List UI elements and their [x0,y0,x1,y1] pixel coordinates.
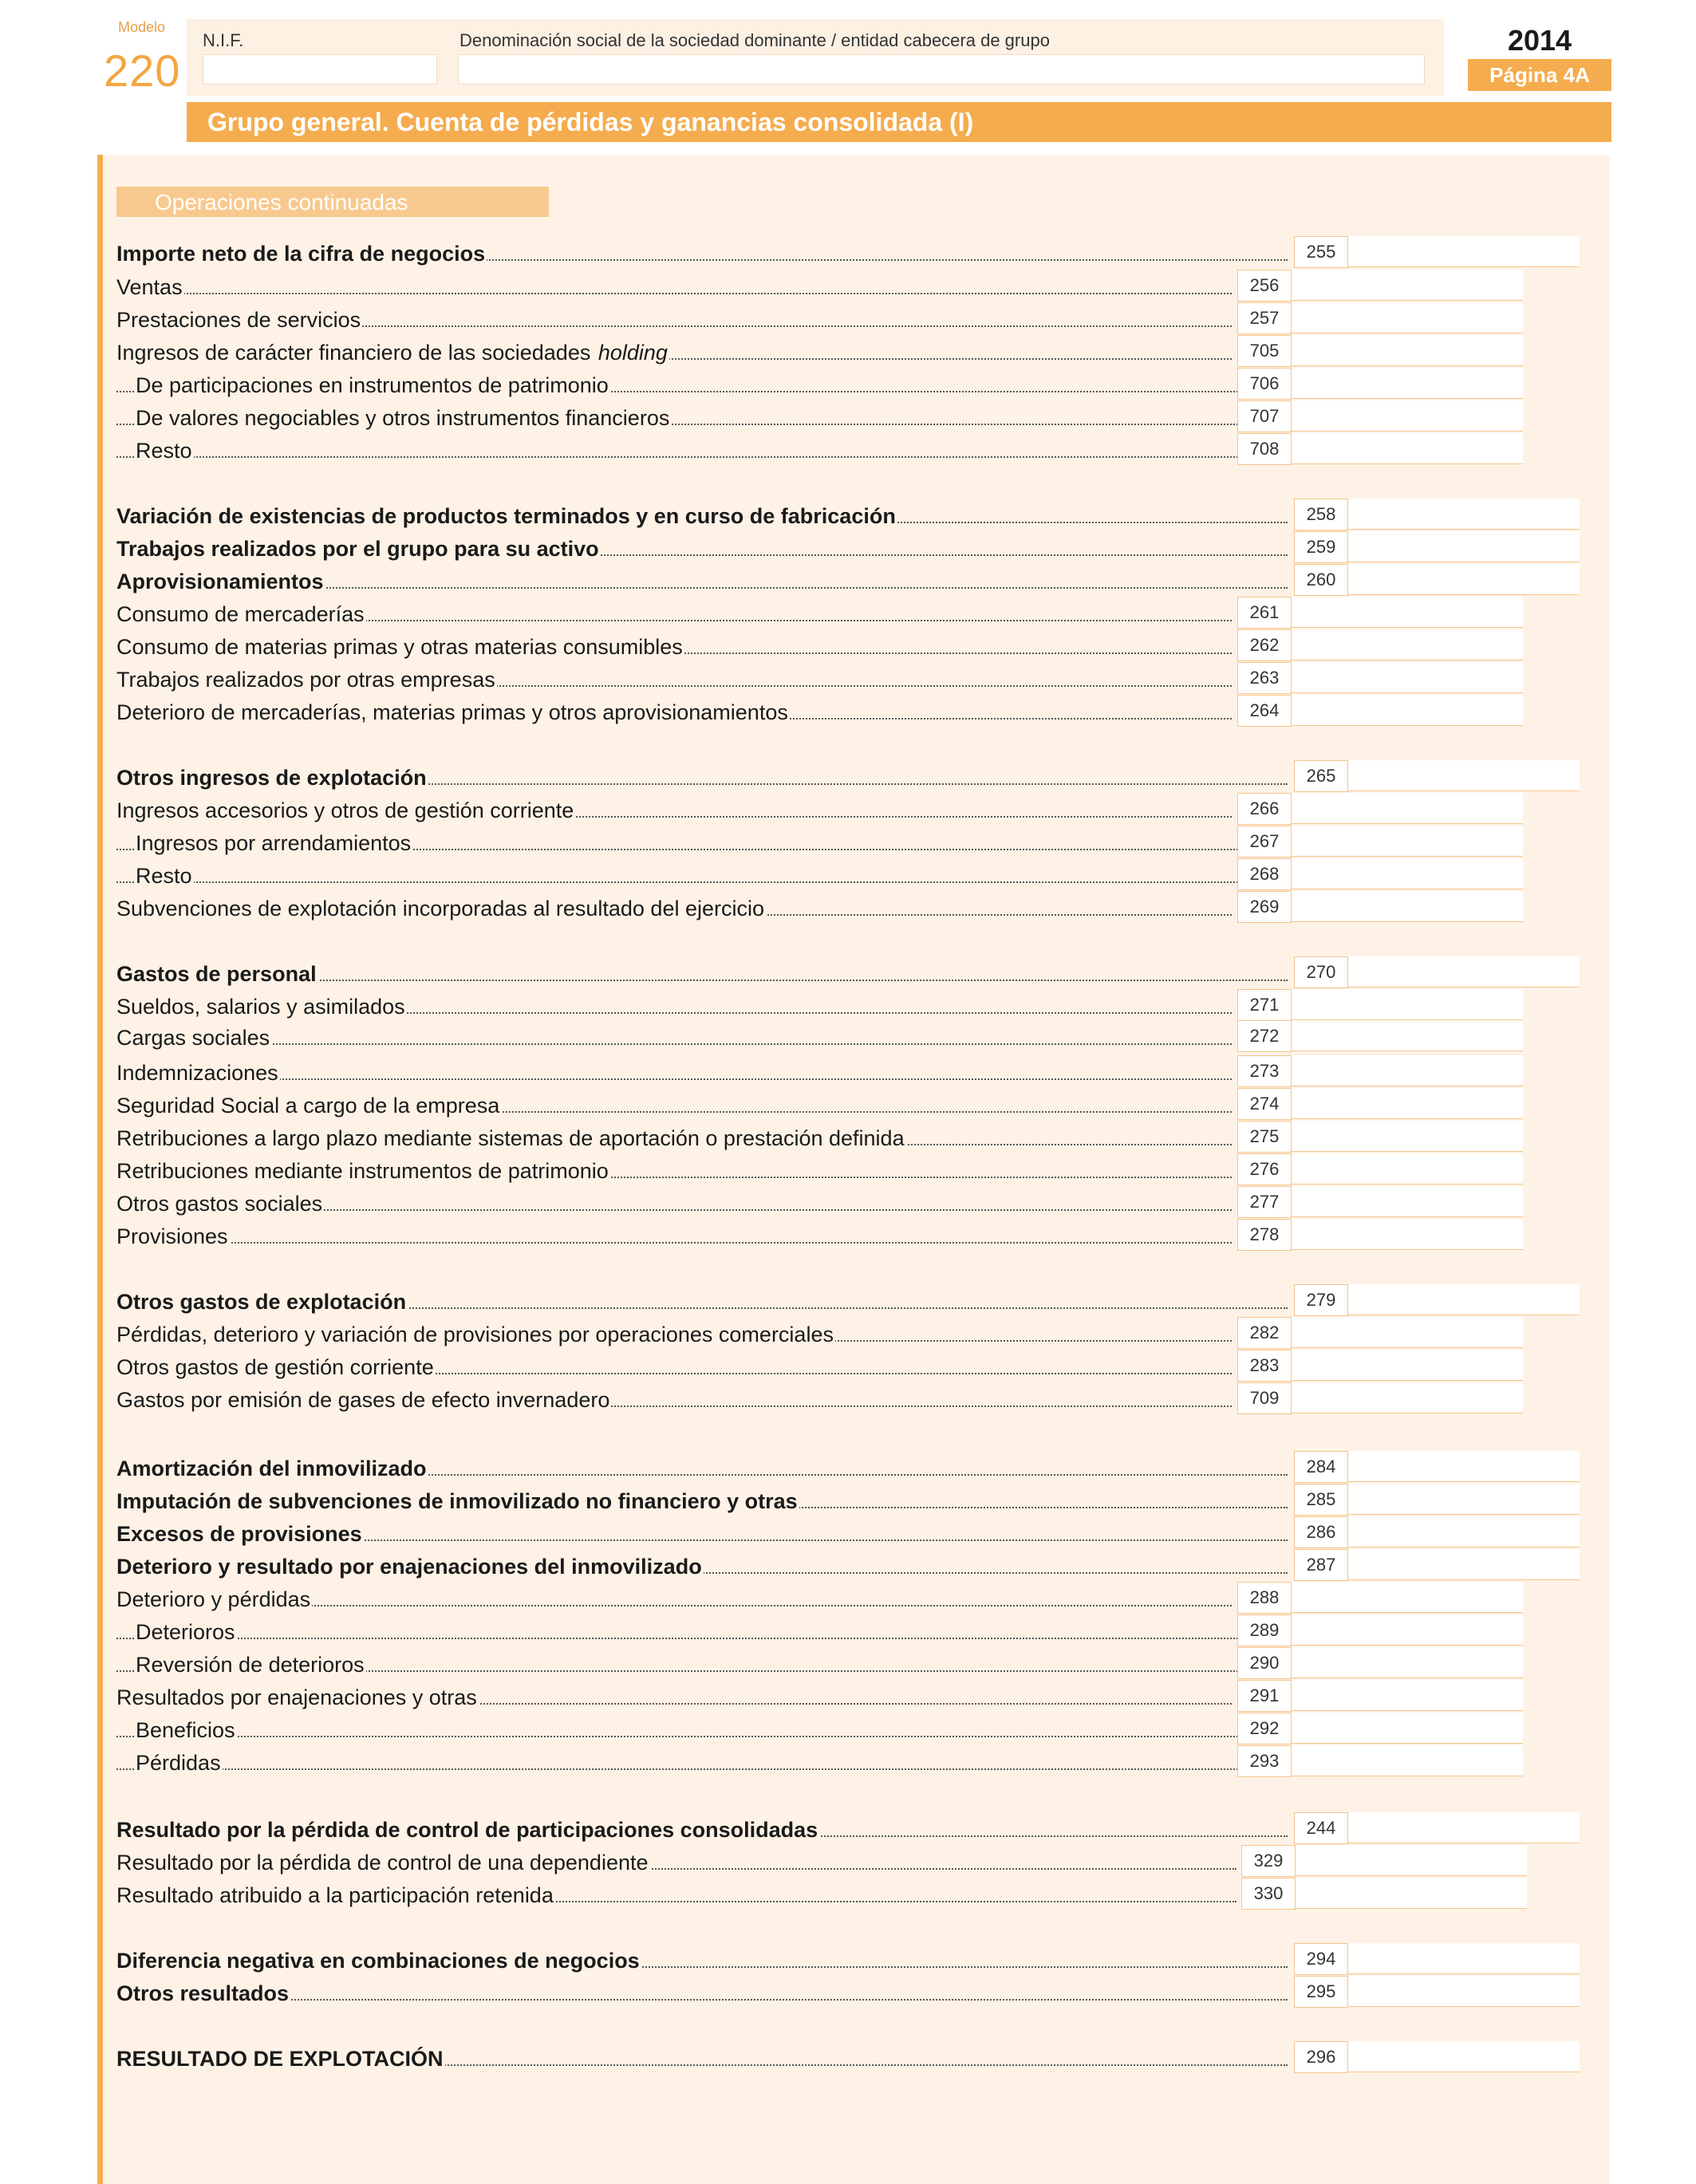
amount-field[interactable] [1296,1845,1527,1876]
row-label: Resto [136,864,192,888]
row-label: Beneficios [136,1718,235,1742]
nif-label: N.I.F. [203,30,244,50]
box-code: 709 [1237,1382,1292,1414]
row-label: Sueldos, salarios y asimilados [116,995,405,1019]
amount-field[interactable] [1292,302,1523,333]
row-label: Excesos de provisiones [116,1522,362,1546]
box-code: 255 [1294,236,1348,268]
box-code: 260 [1294,564,1348,596]
amount-field[interactable] [1292,1153,1523,1185]
box-code: 288 [1237,1582,1292,1614]
row-label: Otros gastos de gestión corriente [116,1355,434,1379]
box-code: 267 [1237,826,1292,857]
row-label: Resultado por la pérdida de control de participaciones consolidadas [116,1818,818,1842]
box-code: 284 [1294,1451,1348,1483]
box-code: 282 [1237,1317,1292,1349]
amount-field[interactable] [1292,989,1523,1020]
amount-field[interactable] [1292,597,1523,628]
box-code: 296 [1294,2041,1348,2073]
amount-field[interactable] [1292,1350,1523,1381]
amount-field[interactable] [1348,1976,1580,2007]
row-label: Ingresos accesorios y otros de gestión corriente [116,798,574,822]
box-code: 256 [1237,270,1292,302]
box-code: 287 [1294,1549,1348,1581]
box-code: 272 [1237,1020,1292,1052]
amount-field[interactable] [1292,1020,1523,1051]
row-label: Pérdidas [136,1751,221,1775]
amount-field[interactable] [1348,760,1580,791]
row-label: RESULTADO DE EXPLOTACIÓN [116,2047,444,2071]
amount-field[interactable] [1348,1284,1580,1315]
row-label: Trabajos realizados por otras empresas [116,668,495,692]
box-code: 274 [1237,1088,1292,1120]
row-label: De valores negociables y otros instrumentos financieros [136,406,670,430]
row-label: Deterioro y resultado por enajenaciones del inmovilizado [116,1555,702,1579]
row-label: Seguridad Social a cargo de la empresa [116,1094,500,1118]
section-tab: Operaciones continuadas [116,187,549,217]
row-label: Amortización del inmovilizado [116,1457,427,1480]
amount-field[interactable] [1292,858,1523,889]
amount-field[interactable] [1348,1812,1580,1843]
box-code: 290 [1237,1647,1292,1679]
box-code: 278 [1237,1219,1292,1251]
box-code: 291 [1237,1680,1292,1712]
box-code: 263 [1237,662,1292,694]
row-label: Otros gastos sociales [116,1192,323,1216]
amount-field[interactable] [1292,1713,1523,1744]
row-label: Ventas [116,275,183,299]
row-label: Trabajos realizados por el grupo para su activo [116,537,599,561]
amount-field[interactable] [1292,1121,1523,1152]
row-label: Prestaciones de servicios [116,308,361,332]
modelo-label: Modelo [118,19,166,35]
amount-field[interactable] [1292,368,1523,399]
row-label: Indemnizaciones [116,1061,278,1085]
row-label: Deterioro y pérdidas [116,1587,311,1611]
row-label: Gastos de personal [116,962,317,986]
amount-field[interactable] [1292,891,1523,922]
amount-field[interactable] [1292,335,1523,366]
box-code: 271 [1237,989,1292,1021]
amount-field[interactable] [1292,1055,1523,1086]
amount-field[interactable] [1348,2041,1580,2072]
amount-field[interactable] [1348,499,1580,530]
row-label: Otros resultados [116,1981,290,2005]
row-label: Importe neto de la cifra de negocios [116,242,486,266]
box-code: 295 [1294,1976,1348,2008]
denominacion-field[interactable] [458,54,1425,85]
nif-field[interactable] [203,54,437,85]
row-label: Retribuciones a largo plazo mediante sistemas de aportación o prestación definida [116,1126,905,1150]
amount-field[interactable] [1348,1484,1580,1515]
row-label: Deterioro de mercaderías, materias primas y otros aprovisionamientos [116,700,788,724]
amount-field[interactable] [1292,1186,1523,1217]
row-label: Consumo de materias primas y otras materias consumibles [116,635,683,659]
amount-field[interactable] [1292,1317,1523,1348]
amount-field[interactable] [1292,1647,1523,1678]
row-label: Ingresos por arrendamientos [136,831,412,855]
row-label: Pérdidas, deterioro y variación de provisiones por operaciones comerciales [116,1323,834,1346]
box-code: 285 [1294,1484,1348,1516]
page-title: Grupo general. Cuenta de pérdidas y ganancias consolidada (I) [187,102,1611,142]
amount-field[interactable] [1292,695,1523,726]
box-code: 286 [1294,1516,1348,1548]
amount-field[interactable] [1348,564,1580,595]
box-code: 258 [1294,499,1348,530]
amount-field[interactable] [1292,629,1523,660]
row-label: Resultados por enajenaciones y otras [116,1685,477,1709]
year-label: 2014 [1468,24,1611,56]
amount-field[interactable] [1292,400,1523,432]
amount-field[interactable] [1348,531,1580,562]
amount-field[interactable] [1292,1745,1523,1776]
amount-field[interactable] [1292,1088,1523,1119]
box-code: 289 [1237,1614,1292,1646]
box-code: 262 [1237,629,1292,661]
amount-field[interactable] [1292,433,1523,464]
amount-field[interactable] [1292,662,1523,693]
amount-field[interactable] [1348,956,1580,988]
box-code: 268 [1237,858,1292,890]
amount-field[interactable] [1292,1219,1523,1250]
row-label: Diferencia negativa en combinaciones de negocios [116,1949,640,1973]
amount-field[interactable] [1348,1943,1580,1974]
box-code: 244 [1294,1812,1348,1844]
row-label: Reversión de deterioros [136,1653,365,1677]
row-label: Provisiones [116,1224,228,1248]
box-code: 264 [1237,695,1292,727]
row-label: Otros ingresos de explotación [116,766,427,790]
row-label: Otros gastos de explotación [116,1290,407,1314]
box-code: 707 [1237,400,1292,432]
box-code: 261 [1237,597,1292,629]
amount-field[interactable] [1292,1582,1523,1613]
box-code: 273 [1237,1055,1292,1087]
box-code: 270 [1294,956,1348,988]
box-code: 276 [1237,1153,1292,1185]
row-label: Imputación de subvenciones de inmovilizado no financiero y otras [116,1489,798,1513]
box-code: 705 [1237,335,1292,367]
row-label-italic: holding [598,341,668,365]
row-label: Aprovisionamientos [116,570,324,593]
row-label: Cargas sociales [116,1026,270,1050]
row-label: Resto [136,439,192,463]
box-code: 283 [1237,1350,1292,1382]
row-label: Retribuciones mediante instrumentos de patrimonio [116,1159,609,1183]
box-code: 257 [1237,302,1292,334]
amount-field[interactable] [1292,826,1523,857]
box-code: 275 [1237,1121,1292,1153]
box-code: 708 [1237,433,1292,465]
row-label: Ingresos de carácter financiero de las sociedades [116,341,591,365]
page-label: Página 4A [1468,59,1611,91]
box-code: 269 [1237,891,1292,923]
box-code: 265 [1294,760,1348,792]
box-code: 293 [1237,1745,1292,1777]
row-label: Variación de existencias de productos terminados y en curso de fabricación [116,504,896,528]
amount-field[interactable] [1348,1549,1580,1580]
amount-field[interactable] [1292,270,1523,301]
amount-field[interactable] [1292,793,1523,824]
row-label: Consumo de mercaderías [116,602,365,626]
row-label: Subvenciones de explotación incorporadas al resultado del ejercicio [116,897,765,921]
amount-field[interactable] [1348,1516,1580,1547]
row-label: Gastos por emisión de gases de efecto invernadero [116,1388,610,1412]
row-label: Resultado atribuido a la participación retenida [116,1883,554,1907]
amount-field[interactable] [1348,236,1580,267]
modelo-number: 220 [104,45,181,96]
box-code: 259 [1294,531,1348,563]
amount-field[interactable] [1296,1878,1527,1909]
box-code: 277 [1237,1186,1292,1218]
row-label: Deterioros [136,1620,235,1644]
amount-field[interactable] [1292,1382,1523,1413]
row-label: Resultado por la pérdida de control de una dependiente [116,1851,649,1875]
box-code: 294 [1294,1943,1348,1975]
amount-field[interactable] [1292,1614,1523,1646]
amount-field[interactable] [1348,1451,1580,1482]
box-code: 330 [1241,1878,1296,1910]
box-code: 706 [1237,368,1292,400]
row-label: De participaciones en instrumentos de patrimonio [136,373,609,397]
box-code: 329 [1241,1845,1296,1877]
denominacion-label: Denominación social de la sociedad dominante / entidad cabecera de grupo [459,30,1050,50]
box-code: 292 [1237,1713,1292,1744]
box-code: 266 [1237,793,1292,825]
amount-field[interactable] [1292,1680,1523,1711]
box-code: 279 [1294,1284,1348,1316]
